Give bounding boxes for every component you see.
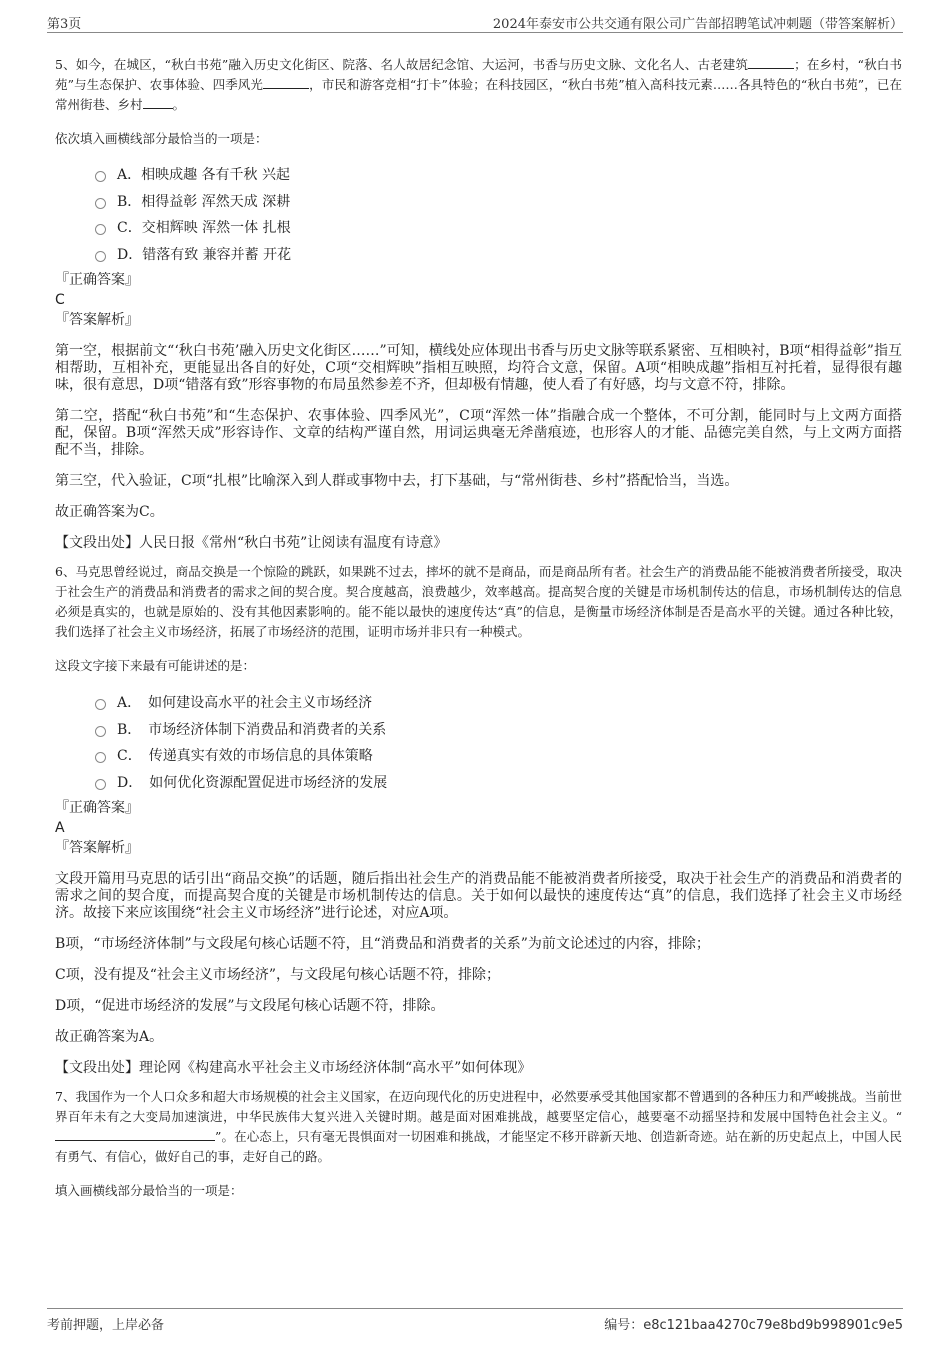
option-d[interactable]: D． 如何优化资源配置促进市场经济的发展 — [95, 770, 902, 797]
option-c[interactable]: C． 传递真实有效的市场信息的具体策略 — [95, 743, 902, 770]
page-header — [47, 10, 903, 33]
document-body — [55, 55, 902, 1201]
analysis-paragraph: C项，没有提及“社会主义市场经济”，与文段尾句核心话题不符，排除； — [55, 967, 501, 983]
analysis-paragraph: 故正确答案为C。 — [55, 504, 164, 520]
answer-analysis — [55, 871, 902, 1046]
fill-blank — [263, 76, 309, 89]
document-id: 编号：e8c121baa4270c79e8bd9b998901c9e5 — [604, 1318, 903, 1333]
question-stem: 6、马克思曾经说过，商品交换是一个惊险的跳跃，如果跳不过去，摔坏的就不是商品，而是商品所有者。社会生产的消费品能不能被消费者所接受，取决于社会生产的消费品和消费者的需求之间的契合度。契合度越高，浪费越少，效率越高。提高契合度的关键是市场机制传达的信息，市场机制传达的信息必须是真实的，也就是原始的、没有其他因素影响的。能不能以最快的速度传达“真”的信息，是衡量市场经济体制是否是高水平的关键。通过各种比较，我们选择了社会主义市场经济，拓展了市场经济的范围，证明市场并非只有一种模式。 — [55, 564, 902, 639]
radio-icon[interactable] — [95, 251, 106, 262]
options-list — [55, 162, 902, 268]
analysis-paragraph: B项，“市场经济体制”与文段尾句核心话题不符，且“消费品和消费者的关系”为前文论述过的内容，排除； — [55, 936, 710, 952]
question-stem: 7、我国作为一个人口众多和超大市场规模的社会主义国家，在迈向现代化的历史进程中，必然要承受其他国家都不曾遇到的各种压力和严峻挑战。当前世界百年未有之大变局加速演进，中华民族伟大复兴进入关键时期。越是面对困难挑战，越要坚定信心，越要毫不动摇坚持和发展中国特色社会主义。“”。在心态上，只有毫无畏惧面对一切困难和挑战，才能坚定不移开辟新天地、创造新奇迹。站在新的历史起点上，中国人民有勇气、有信心，做好自己的事，走好自己的路。 — [55, 1089, 902, 1164]
fill-blank — [748, 56, 794, 69]
answer-label: 『正确答案』 — [55, 800, 139, 816]
radio-icon[interactable] — [95, 198, 106, 209]
analysis-paragraph: D项，“促进市场经济的发展”与文段尾句核心话题不符，排除。 — [55, 998, 445, 1014]
radio-icon[interactable] — [95, 726, 106, 737]
answer-analysis — [55, 343, 902, 521]
footer-slogan: 考前押题，上岸必备 — [47, 1318, 165, 1333]
answer-label: 『正确答案』 — [55, 272, 139, 288]
option-b[interactable]: B． 市场经济体制下消费品和消费者的关系 — [95, 717, 902, 744]
question-prompt: 依次填入画横线部分最恰当的一项是： — [55, 131, 268, 146]
radio-icon[interactable] — [95, 699, 106, 710]
question-prompt: 这段文字接下来最有可能讲述的是： — [55, 658, 256, 673]
page-number: 第3页 — [47, 17, 82, 32]
question-prompt: 填入画横线部分最恰当的一项是： — [55, 1183, 243, 1198]
analysis-paragraph: 故正确答案为A。 — [55, 1029, 164, 1045]
fill-blank — [55, 1128, 215, 1141]
source-citation: 【文段出处】人民日报《常州“秋白书苑”让阅读有温度有诗意》 — [55, 535, 448, 551]
question-6 — [55, 562, 902, 1077]
correct-answer: C — [55, 292, 65, 308]
analysis-paragraph: 文段开篇用马克思的话引出“商品交换”的话题，随后指出社会生产的消费品能不能被消费者所接受，取决于社会生产的消费品和消费者的需求之间的契合度，而提高契合度的关键是市场机制传达的信息。关于如何以最快的速度传达“真”的信息，我们选择了社会主义市场经济。故接下来应该围绕“社会主义市场经济”进行论述，对应A项。 — [55, 871, 902, 921]
analysis-label: 『答案解析』 — [55, 312, 139, 328]
radio-icon[interactable] — [95, 779, 106, 790]
question-5 — [55, 55, 902, 552]
radio-icon[interactable] — [95, 752, 106, 763]
analysis-paragraph: 第一空，根据前文“‘秋白书苑’融入历史文化街区……”可知，横线处应体现出书香与历史文脉等联系紧密、互相映衬，B项“相得益彰”指互相帮助，互相补充，更能显出各自的好处，C项“交相辉映”指相互映照，均符合文意，保留。A项“相映成趣”指相互衬托着，显得很有趣味，很有意思，D项“错落有致”形容事物的布局虽然参差不齐，但却极有情趣，使人看了有好感，均与文意不符，排除。 — [55, 343, 902, 393]
question-stem: 5、如今，在城区，“秋白书苑”融入历史文化街区、院落、名人故居纪念馆、大运河，书香与历史文脉、文化名人、古老建筑 ；在乡村，“秋白书苑”与生态保护、农事体验、四季风光 ，市民和游客竞相“打卡”体验；在科技园区，“秋白书苑”植入高科技元素……各具特色的“秋白书苑”，已在常州街巷、乡村 。 — [55, 57, 902, 112]
option-a[interactable]: A．相映成趣 各有千秋 兴起 — [95, 162, 902, 189]
option-c[interactable]: C．交相辉映 浑然一体 扎根 — [95, 215, 902, 242]
correct-answer: A — [55, 820, 65, 836]
analysis-paragraph: 第二空，搭配“秋白书苑”和“生态保护、农事体验、四季风光”，C项“浑然一体”指融合成一个整体，不可分割，能同时与上文两方面搭配，保留。B项“浑然天成”形容诗作、文章的结构严谨自然，用词运典毫无斧凿痕迹，也形容人的才能、品德完美自然，与上文两方面搭配不当，排除。 — [55, 408, 902, 458]
question-7 — [55, 1087, 902, 1201]
radio-icon[interactable] — [95, 171, 106, 182]
fill-blank — [143, 96, 173, 109]
page-footer — [47, 1308, 903, 1333]
options-list — [55, 690, 902, 796]
analysis-paragraph: 第三空，代入验证，C项“扎根”比喻深入到人群或事物中去，打下基础，与“常州街巷、乡村”搭配恰当，当选。 — [55, 473, 739, 489]
document-title: 2024年泰安市公共交通有限公司广告部招聘笔试冲刺题（带答案解析） — [492, 17, 903, 32]
radio-icon[interactable] — [95, 224, 106, 235]
source-citation: 【文段出处】理论网《构建高水平社会主义市场经济体制“高水平”如何体现》 — [55, 1060, 532, 1076]
option-d[interactable]: D．错落有致 兼容并蓄 开花 — [95, 242, 902, 269]
option-a[interactable]: A． 如何建设高水平的社会主义市场经济 — [95, 690, 902, 717]
option-b[interactable]: B．相得益彰 浑然天成 深耕 — [95, 189, 902, 216]
analysis-label: 『答案解析』 — [55, 840, 139, 856]
